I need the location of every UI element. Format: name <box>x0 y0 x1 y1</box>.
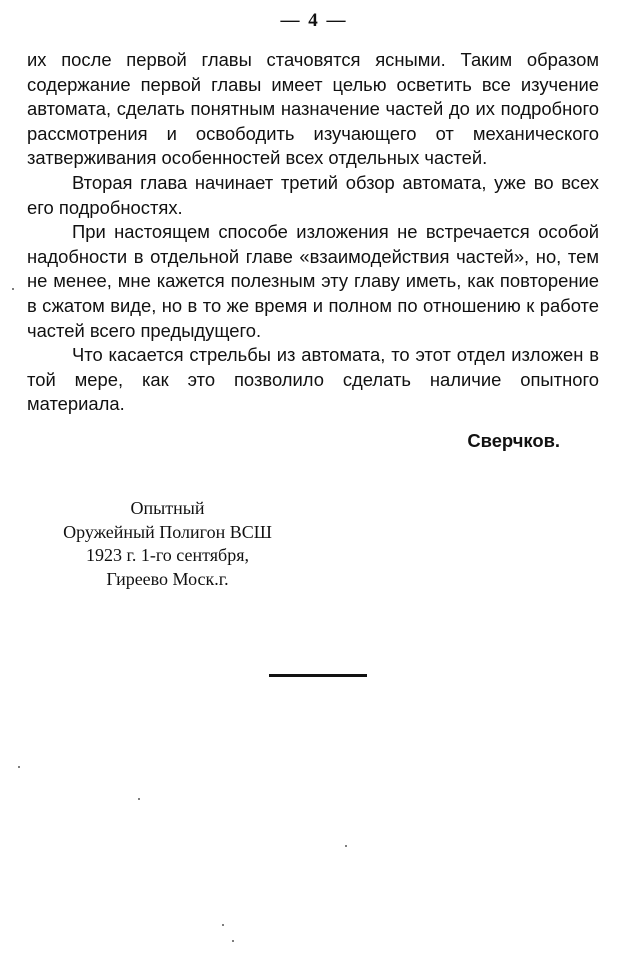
body-text <box>27 48 599 417</box>
scan-speck <box>345 845 347 847</box>
page-number: — 4 — <box>280 10 348 31</box>
place-date-block <box>45 497 290 591</box>
paragraph-3: При настоящем способе изложения не встречается особой надобности в отдельной главе «взаимодействия частей», но, тем не менее, мне кажется полезным эту главу иметь, как повторение в сжатом виде, но в то же время и полном по отношению к работе частей всего предыдущего. <box>27 221 599 341</box>
paragraph-2: Вторая глава начинает третий обзор автомата, уже во всех его подробностях. <box>27 171 599 218</box>
scan-speck <box>232 940 234 942</box>
place-line-4: Гиреево Моск.г. <box>106 568 229 589</box>
place-line-3: 1923 г. 1-го сентября, <box>86 545 249 565</box>
paragraph-4: Что касается стрельбы из автомата, то этот отдел изложен в той мере, как это позволило сделать наличие опытного материала. <box>27 344 599 415</box>
scan-speck <box>18 766 20 768</box>
section-divider <box>269 674 367 677</box>
place-line-1: Опытный <box>130 498 205 518</box>
scan-speck <box>138 798 140 800</box>
place-line-2: Оружейный Полигон ВСШ <box>63 521 272 542</box>
scan-speck <box>222 924 224 926</box>
signature: Сверчков. <box>467 430 560 451</box>
scan-speck <box>12 288 14 290</box>
paragraph-1: их после первой главы стачовятся ясными. Таким образом содержание первой главы имеет целью осветить все изучение автомата, сделать понятным назначение частей до их подробного рассмотрения и освободить изучающего от механического затверживания особенностей всех отдельных частей. <box>27 49 599 169</box>
